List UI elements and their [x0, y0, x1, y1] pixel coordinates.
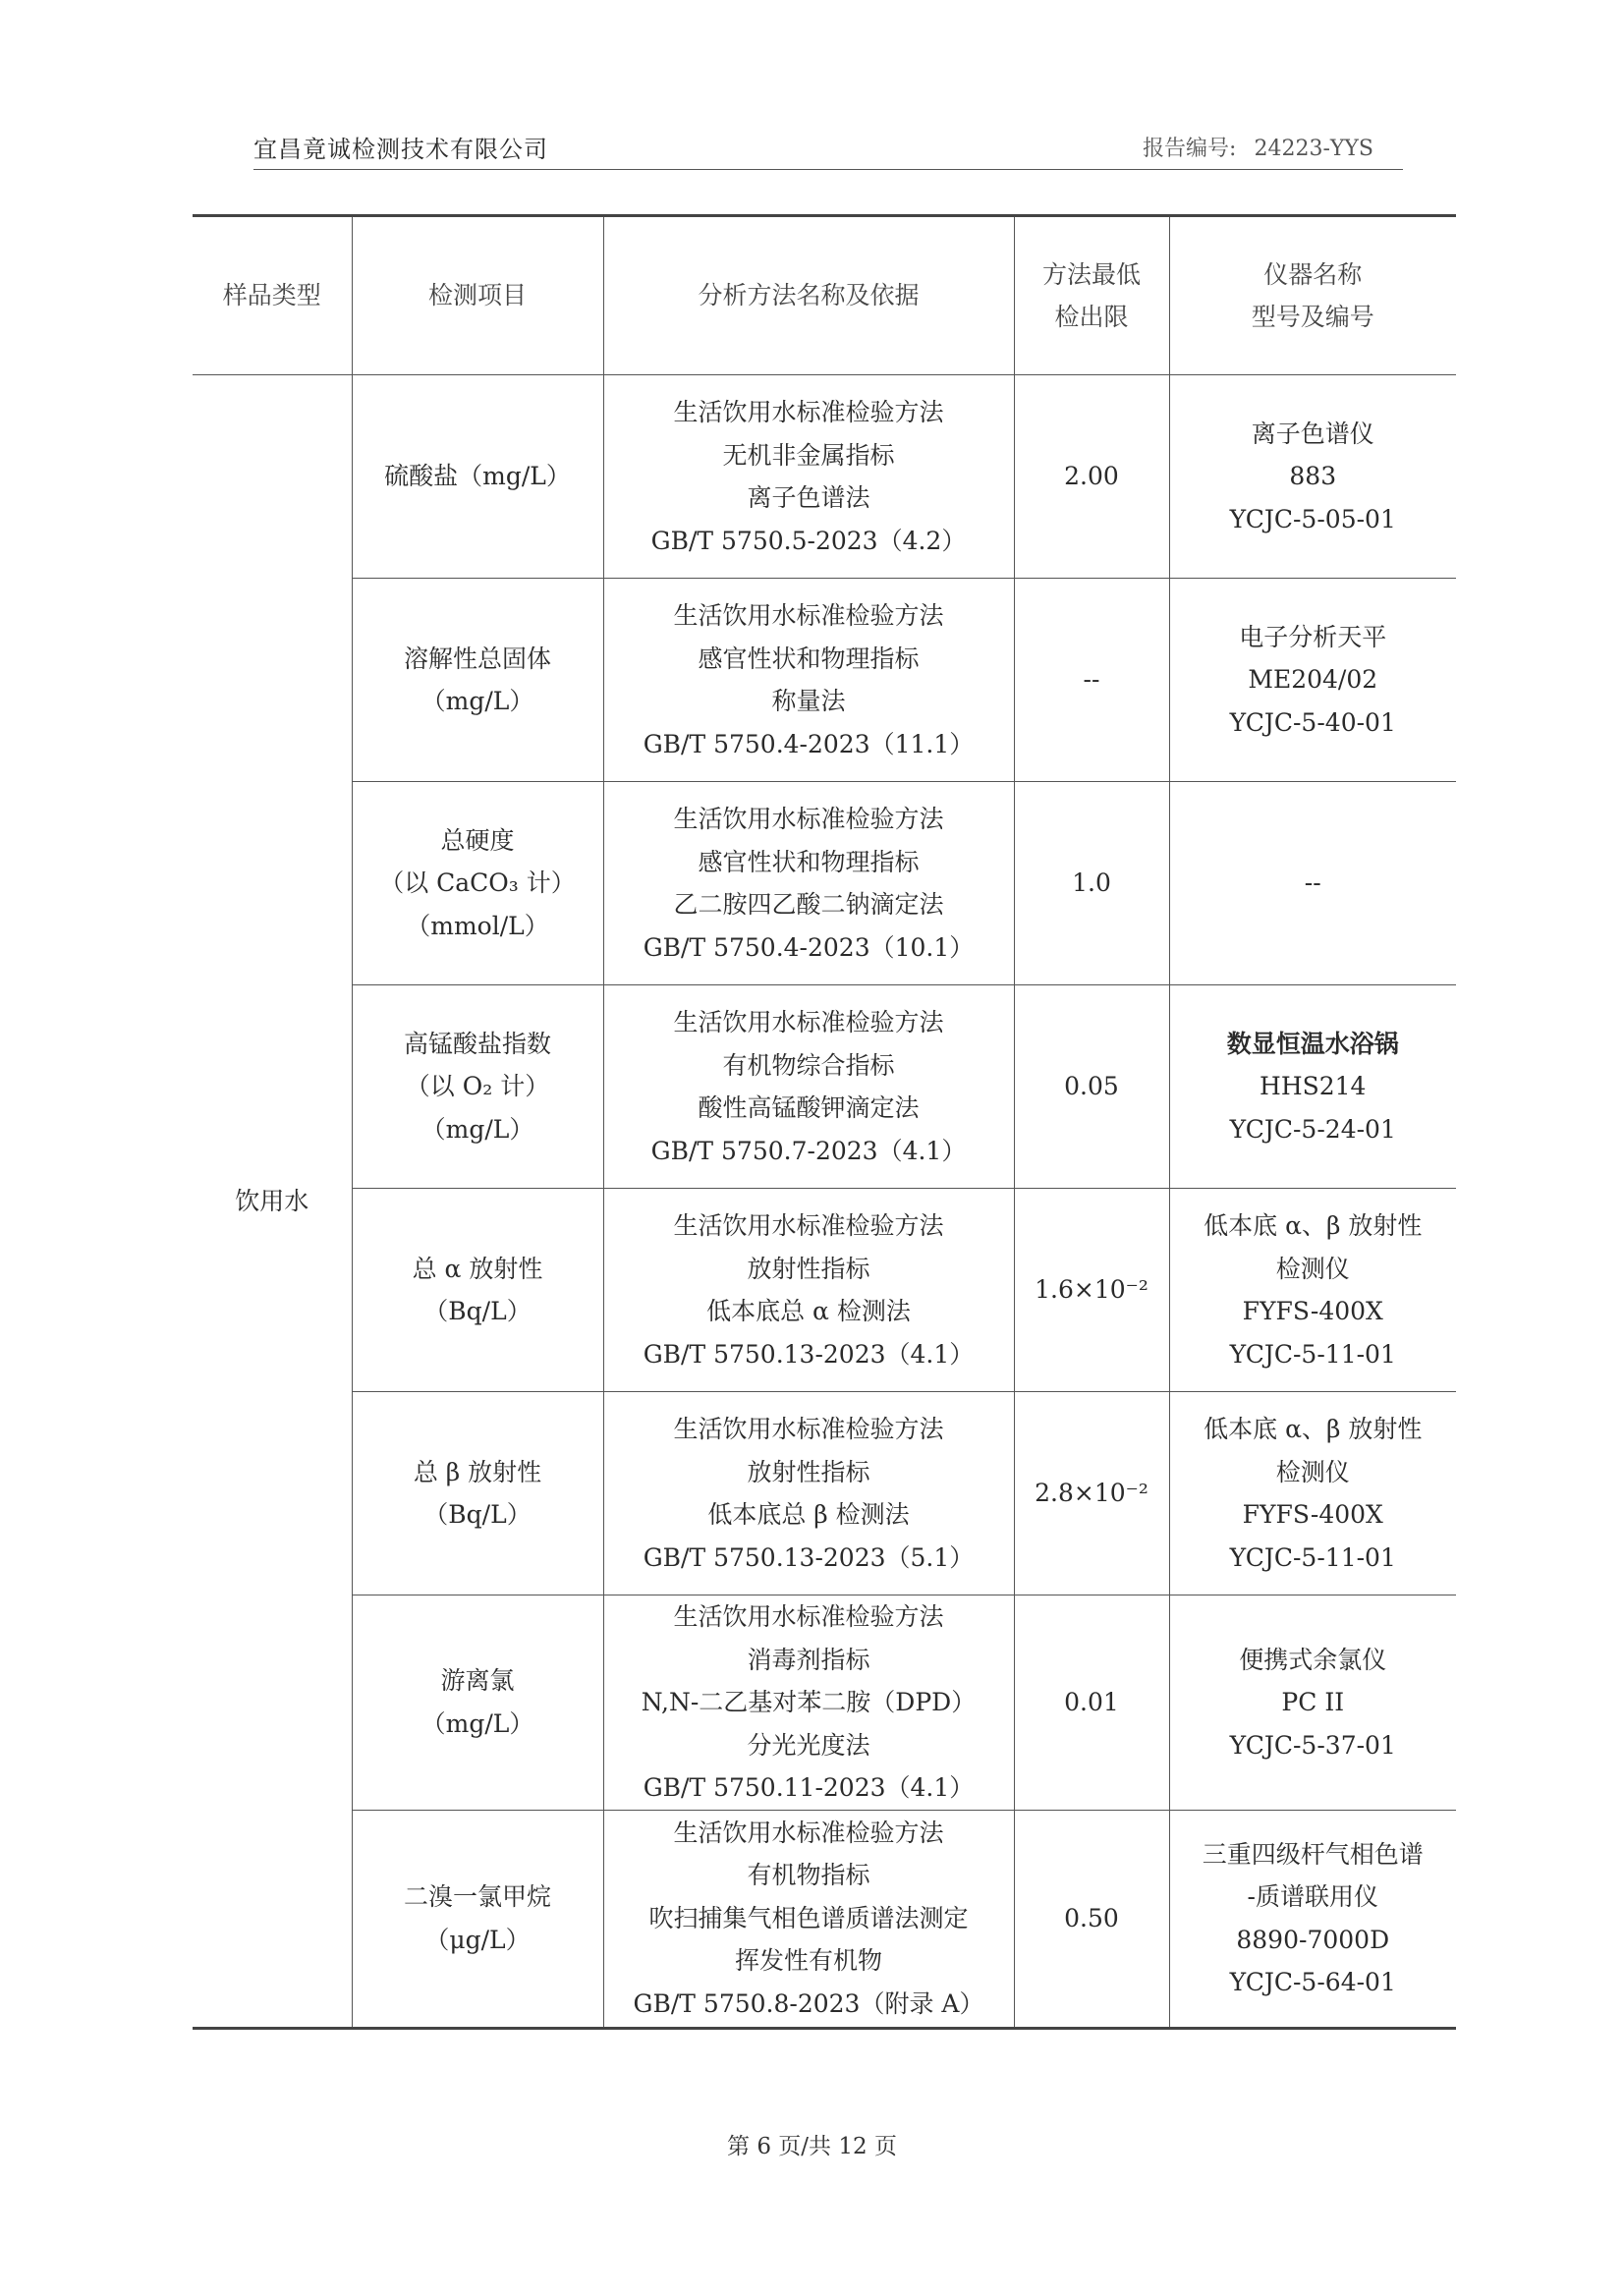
- table-row: [193, 1189, 1456, 1392]
- instrument-cell-line: -质谱联用仪: [1247, 1882, 1378, 1911]
- header-limit-line: 检出限: [1054, 303, 1129, 331]
- method-cell-line: 有机物综合指标: [722, 1050, 895, 1080]
- item-cell-line: （Bq/L）: [423, 1500, 532, 1529]
- header-limit-line: 方法最低: [1041, 259, 1141, 289]
- instrument-cell: [1169, 1595, 1456, 1811]
- method-cell-line: 感官性状和物理指标: [698, 847, 920, 876]
- instrument-cell-line: 检测仪: [1275, 1457, 1350, 1486]
- header-instrument-line: 型号及编号: [1251, 303, 1374, 331]
- item-cell-line: 总硬度: [440, 825, 515, 855]
- instrument-cell-line: YCJC-5-40-01: [1229, 707, 1396, 737]
- item-cell: [352, 1392, 603, 1595]
- table-row: [193, 1810, 1456, 2028]
- method-cell-line: GB/T 5750.11-2023（4.1）: [643, 1773, 975, 1802]
- instrument-cell: [1169, 375, 1456, 579]
- method-cell-line: 消毒剂指标: [747, 1645, 870, 1674]
- method-cell: [603, 1392, 1014, 1595]
- instrument-cell-line: YCJC-5-05-01: [1229, 504, 1396, 533]
- instrument-cell-line: --: [1304, 868, 1321, 898]
- method-cell: [603, 1189, 1014, 1392]
- instrument-cell-line: 883: [1289, 462, 1337, 491]
- header-sample-type: 样品类型: [193, 216, 352, 375]
- item-cell: [352, 782, 603, 985]
- item-cell-line: （mg/L）: [420, 1114, 534, 1144]
- method-cell-line: 生活饮用水标准检验方法: [673, 1008, 944, 1036]
- report-number: [1143, 132, 1373, 162]
- method-cell-line: 生活饮用水标准检验方法: [673, 1602, 944, 1631]
- limit-cell: 0.50: [1014, 1810, 1169, 2028]
- method-cell-line: 放射性指标: [747, 1254, 870, 1283]
- method-cell: [603, 579, 1014, 782]
- item-cell: [352, 985, 603, 1189]
- item-cell-line: （以 CaCO₃ 计）: [379, 868, 576, 898]
- item-cell: [352, 1810, 603, 2028]
- method-cell-line: 无机非金属指标: [722, 440, 895, 470]
- page-footer: 第 6 页/共 12 页: [727, 2134, 897, 2159]
- method-cell: [603, 375, 1014, 579]
- instrument-cell-line: 数显恒温水浴锅: [1226, 1029, 1399, 1058]
- header-instrument: [1169, 216, 1456, 375]
- method-cell: [603, 1810, 1014, 2028]
- item-cell-line: （以 O₂ 计）: [405, 1072, 550, 1101]
- page-header: [253, 126, 1403, 170]
- instrument-cell: [1169, 579, 1456, 782]
- report-number-label: 报告编号:: [1143, 137, 1237, 161]
- header-instrument-line: 仪器名称: [1263, 259, 1363, 289]
- instrument-cell-line: 离子色谱仪: [1251, 419, 1374, 448]
- limit-cell: 0.05: [1014, 985, 1169, 1189]
- instrument-cell-line: PC II: [1281, 1688, 1345, 1716]
- item-cell-line: （mg/L）: [420, 1708, 534, 1738]
- item-cell-line: （mg/L）: [420, 687, 534, 715]
- instrument-cell-line: 便携式余氯仪: [1239, 1645, 1387, 1674]
- instrument-cell: [1169, 782, 1456, 985]
- instrument-cell: [1169, 1810, 1456, 2028]
- method-cell-line: 生活饮用水标准检验方法: [673, 398, 944, 426]
- item-cell-line: （mmol/L）: [406, 911, 549, 940]
- instrument-cell-line: YCJC-5-11-01: [1229, 1542, 1396, 1572]
- method-cell-line: 挥发性有机物: [734, 1946, 882, 1976]
- limit-cell: 2.8×10⁻²: [1014, 1392, 1169, 1595]
- method-cell-line: 放射性指标: [747, 1457, 870, 1486]
- item-cell-line: 溶解性总固体: [403, 644, 551, 673]
- instrument-cell-line: 电子分析天平: [1239, 622, 1387, 651]
- table-row: [193, 375, 1456, 579]
- item-cell-line: 总 β 放射性: [413, 1457, 542, 1486]
- instrument-cell-line: YCJC-5-24-01: [1229, 1114, 1396, 1144]
- item-cell-line: （Bq/L）: [423, 1297, 532, 1325]
- item-cell-line: 高锰酸盐指数: [403, 1029, 551, 1058]
- method-cell-line: 低本底总 α 检测法: [706, 1297, 911, 1325]
- item-cell: [352, 375, 603, 579]
- table-row: [193, 1595, 1456, 1811]
- instrument-cell: [1169, 1392, 1456, 1595]
- item-cell: [352, 579, 603, 782]
- method-cell-line: 乙二胺四乙酸二钠滴定法: [673, 890, 944, 919]
- instrument-cell-line: 三重四级杆气相色谱: [1202, 1839, 1424, 1869]
- instrument-cell-line: 8890-7000D: [1236, 1925, 1390, 1954]
- instrument-cell-line: HHS214: [1260, 1072, 1367, 1101]
- method-cell-line: 酸性高锰酸钾滴定法: [698, 1093, 920, 1122]
- item-cell-line: 游离氯: [440, 1666, 515, 1696]
- method-cell-line: 离子色谱法: [747, 483, 870, 512]
- method-cell: [603, 985, 1014, 1189]
- limit-cell: 2.00: [1014, 375, 1169, 579]
- method-cell-line: GB/T 5750.7-2023（4.1）: [650, 1136, 967, 1165]
- item-cell-line: 总 α 放射性: [412, 1254, 543, 1283]
- table-header-row: [193, 216, 1456, 375]
- table-row: [193, 1392, 1456, 1595]
- item-cell-line: （μg/L）: [424, 1925, 531, 1954]
- method-cell-line: GB/T 5750.5-2023（4.2）: [650, 526, 967, 555]
- method-cell-line: GB/T 5750.13-2023（5.1）: [643, 1542, 975, 1572]
- method-table: [193, 214, 1456, 2030]
- table-row: [193, 985, 1456, 1189]
- report-number-value: 24223-YYS: [1254, 137, 1373, 161]
- instrument-cell-line: YCJC-5-37-01: [1229, 1730, 1396, 1760]
- instrument-cell: [1169, 985, 1456, 1189]
- instrument-cell-line: FYFS-400X: [1242, 1500, 1383, 1529]
- header-method: 分析方法名称及依据: [603, 216, 1014, 375]
- table-row: [193, 579, 1456, 782]
- item-cell: [352, 1189, 603, 1392]
- table-row: [193, 782, 1456, 985]
- method-cell-line: GB/T 5750.4-2023（11.1）: [643, 729, 975, 758]
- limit-cell: 1.6×10⁻²: [1014, 1189, 1169, 1392]
- method-cell-line: GB/T 5750.4-2023（10.1）: [643, 932, 975, 962]
- instrument-cell-line: FYFS-400X: [1242, 1297, 1383, 1325]
- method-cell-line: 生活饮用水标准检验方法: [673, 805, 944, 833]
- method-cell-line: 感官性状和物理指标: [698, 644, 920, 673]
- limit-cell: --: [1014, 579, 1169, 782]
- limit-cell: 1.0: [1014, 782, 1169, 985]
- method-cell-line: 生活饮用水标准检验方法: [673, 1818, 944, 1847]
- method-cell-line: 生活饮用水标准检验方法: [673, 1415, 944, 1443]
- header-item: 检测项目: [352, 216, 603, 375]
- item-cell: [352, 1595, 603, 1811]
- method-cell-line: GB/T 5750.8-2023（附录 A）: [633, 1988, 984, 2018]
- header-limit: [1014, 216, 1169, 375]
- item-cell-line: 二溴一氯甲烷: [403, 1882, 551, 1911]
- instrument-cell-line: 低本底 α、β 放射性: [1204, 1415, 1423, 1443]
- company-name: 宜昌竟诚检测技术有限公司: [253, 136, 548, 163]
- item-cell-line: 硫酸盐（mg/L）: [384, 462, 571, 491]
- sample-type-cell: 饮用水: [193, 375, 352, 2029]
- method-cell: [603, 1595, 1014, 1811]
- method-cell-line: N,N-二乙基对苯二胺（DPD）: [641, 1688, 977, 1716]
- method-cell-line: 生活饮用水标准检验方法: [673, 1211, 944, 1240]
- method-cell-line: 吹扫捕集气相色谱质谱法测定: [648, 1903, 969, 1932]
- method-cell-line: 低本底总 β 检测法: [707, 1500, 910, 1529]
- method-cell-line: 分光光度法: [747, 1730, 870, 1760]
- instrument-cell-line: YCJC-5-64-01: [1229, 1968, 1396, 1996]
- method-cell: [603, 782, 1014, 985]
- instrument-cell-line: ME204/02: [1248, 665, 1378, 695]
- method-cell-line: 称量法: [771, 687, 846, 715]
- instrument-cell-line: YCJC-5-11-01: [1229, 1339, 1396, 1369]
- method-cell-line: 有机物指标: [747, 1861, 870, 1890]
- method-cell-line: GB/T 5750.13-2023（4.1）: [643, 1339, 975, 1369]
- method-cell-line: 生活饮用水标准检验方法: [673, 601, 944, 630]
- instrument-cell-line: 检测仪: [1275, 1254, 1350, 1283]
- instrument-cell-line: 低本底 α、β 放射性: [1204, 1211, 1423, 1240]
- limit-cell: 0.01: [1014, 1595, 1169, 1811]
- instrument-cell: [1169, 1189, 1456, 1392]
